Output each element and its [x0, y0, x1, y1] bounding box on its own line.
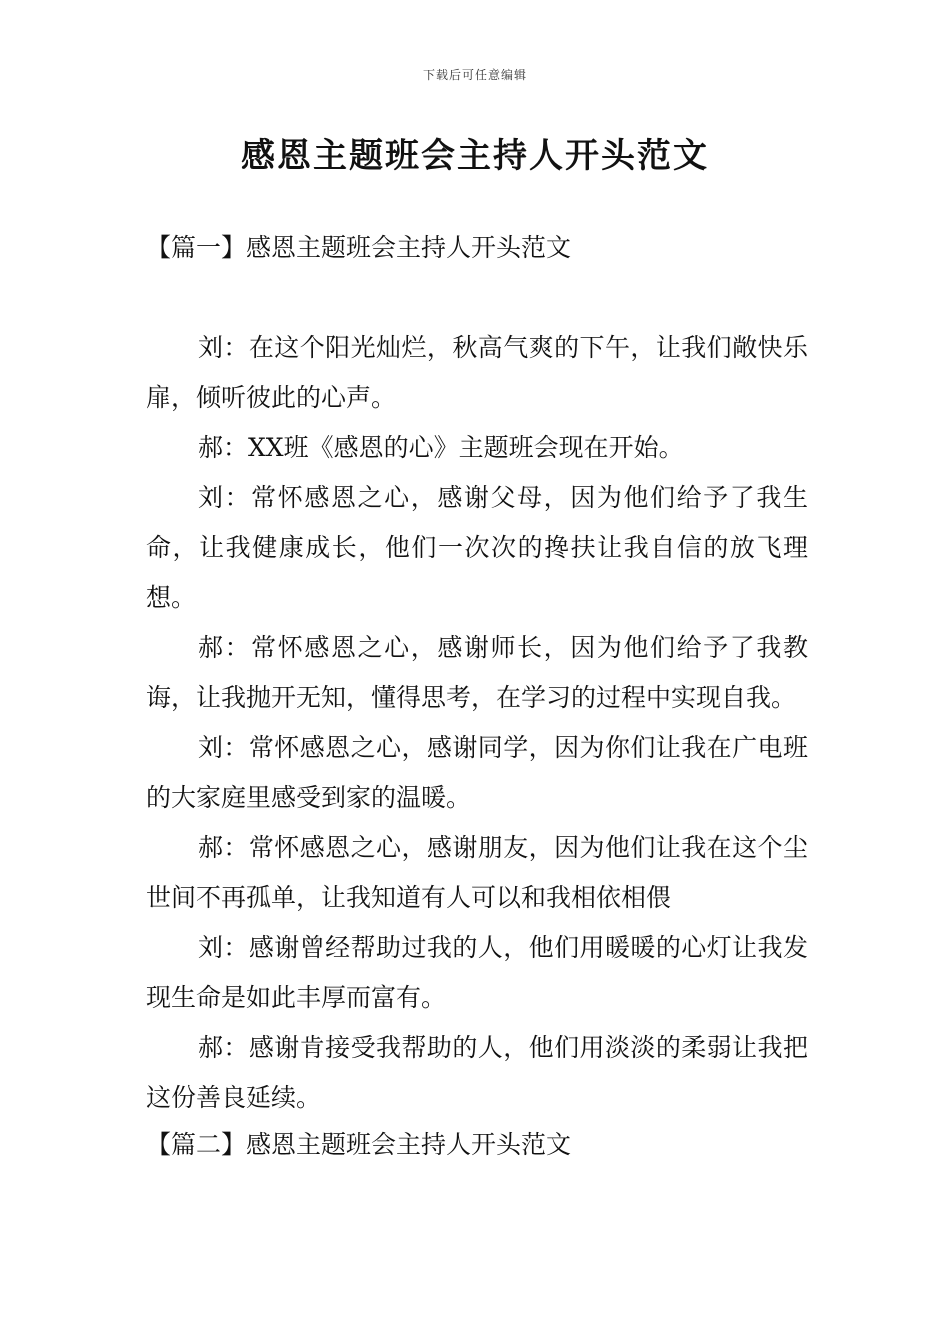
paragraph: 刘：在这个阳光灿烂，秋高气爽的下午，让我们敞快乐扉，倾听彼此的心声。 — [146, 333, 808, 412]
paragraph: 郝：感谢肯接受我帮助的人，他们用淡淡的柔弱让我把这份善良延续。 — [146, 1033, 808, 1112]
section-heading-1: 【篇一】感恩主题班会主持人开头范文 — [146, 233, 572, 262]
paragraph: 郝：常怀感恩之心，感谢朋友，因为他们让我在这个尘世间不再孤单，让我知道有人可以和我相依相偎 — [146, 833, 808, 912]
document-title: 感恩主题班会主持人开头范文 — [241, 136, 709, 176]
header-note: 下载后可任意编辑 — [422, 68, 527, 82]
paragraph: 郝：XX班《感恩的心》主题班会现在开始。 — [198, 433, 684, 462]
paragraph: 刘：常怀感恩之心，感谢同学，因为你们让我在广电班的大家庭里感受到家的温暖。 — [146, 733, 808, 812]
section-1-body — [146, 323, 808, 1123]
paragraph: 刘：感谢曾经帮助过我的人，他们用暖暖的心灯让我发现生命是如此丰厚而富有。 — [146, 933, 808, 1012]
paragraph: 刘：常怀感恩之心，感谢父母，因为他们给予了我生命，让我健康成长，他们一次次的搀扶让我自信的放飞理想。 — [146, 483, 808, 612]
paragraph: 郝：常怀感恩之心，感谢师长，因为他们给予了我教诲，让我抛开无知，懂得思考，在学习的过程中实现自我。 — [146, 633, 808, 712]
section-heading-2: 【篇二】感恩主题班会主持人开头范文 — [146, 1130, 572, 1159]
